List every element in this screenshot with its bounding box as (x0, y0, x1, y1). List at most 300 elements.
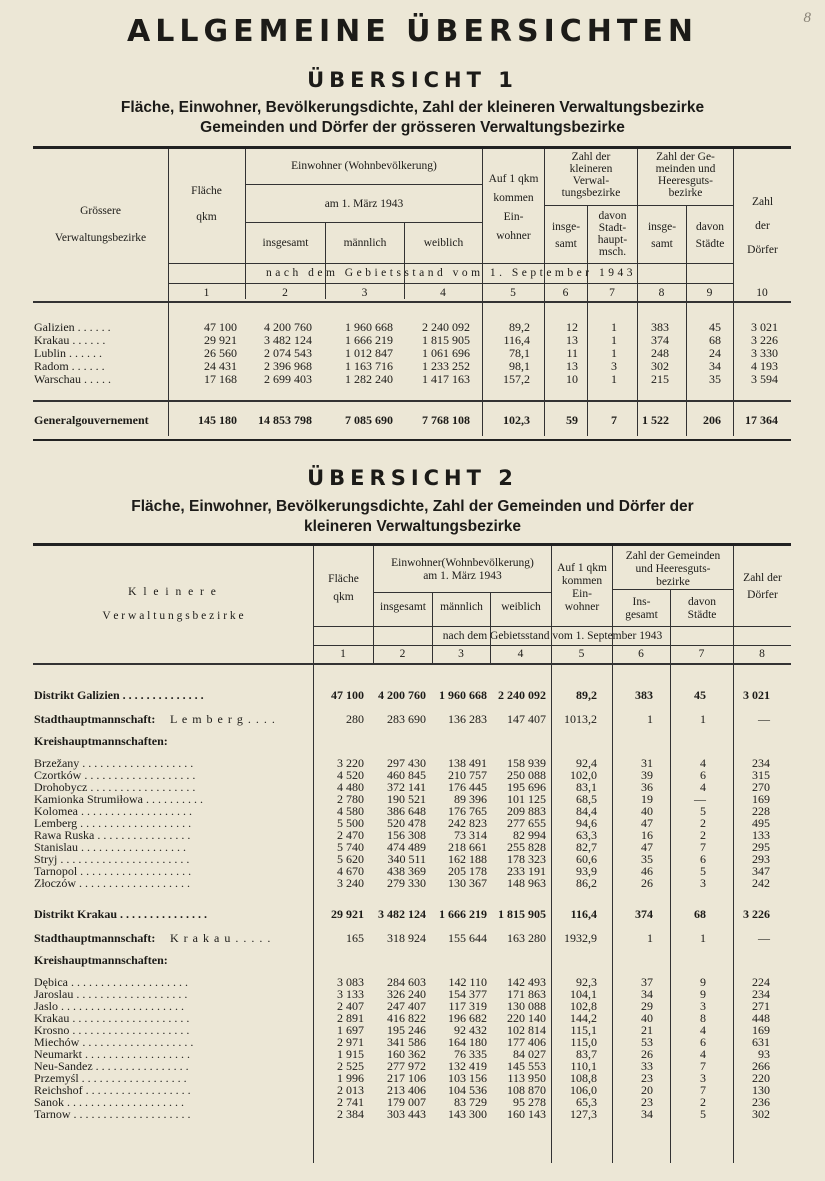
row-label: Stanislau . . . . . . . . . . . . . . . . . . (34, 840, 186, 854)
table-cell: 108 870 (507, 1083, 546, 1097)
table-cell: 210 757 (448, 768, 487, 782)
table-cell: 2 741 (337, 1095, 364, 1109)
table-cell: 13 (566, 359, 578, 373)
table-cell: 34 (641, 1107, 653, 1121)
table-cell: 1 061 696 (422, 346, 470, 360)
row-label: Krakau . . . . . . . . . . . . . . . . . . . . (34, 1011, 190, 1025)
table-cell: 283 690 (387, 712, 426, 726)
table-cell: 102,3 (503, 413, 530, 427)
table-cell: 84 027 (513, 1047, 546, 1061)
table-cell: 127,3 (570, 1107, 597, 1121)
table-cell: 3 (700, 1071, 706, 1085)
row-label: Reichshof . . . . . . . . . . . . . . . . . . (34, 1083, 191, 1097)
table-cell: 94,6 (576, 816, 597, 830)
table-cell: 3 330 (751, 346, 778, 360)
table-cell: 163 280 (507, 931, 546, 945)
table-cell: 132 419 (448, 1059, 487, 1073)
t1-colnum-2: 2 (282, 287, 288, 299)
table-cell: 143 300 (448, 1107, 487, 1121)
t2-h-female: weiblich (501, 601, 541, 613)
table-cell: 416 822 (387, 1011, 426, 1025)
table-cell: 5 (700, 864, 706, 878)
table-cell: 3 021 (751, 320, 778, 334)
t1-colnum-8: 8 (658, 287, 665, 299)
table-cell: 130 088 (507, 999, 546, 1013)
table-cell: 110,1 (570, 1059, 597, 1073)
table-cell: 217 106 (387, 1071, 426, 1085)
table-cell: 1 960 668 (345, 320, 393, 334)
table-cell: 220 (752, 1071, 770, 1085)
table-cell: 206 (703, 413, 721, 427)
t1-h-gem-total: insge- samt (647, 221, 677, 250)
row-label: Czortków . . . . . . . . . . . . . . . . . . . (34, 768, 196, 782)
table-cell: 1 (611, 346, 617, 360)
table-cell: 7 (700, 840, 706, 854)
table-cell: 297 430 (387, 756, 426, 770)
row-label: Krakau . . . . . . (34, 333, 106, 347)
table-cell: 9 (700, 987, 706, 1001)
table-cell: 29 921 (331, 907, 364, 921)
table-cell: 460 845 (387, 768, 426, 782)
t1-h-pop: Einwohner (Wohnbevölkerung) (291, 160, 437, 172)
row-label: Jaslo . . . . . . . . . . . . . . . . . . . . . (34, 999, 184, 1013)
t2-colnum-1: 1 (340, 648, 346, 660)
table-cell: 45 (709, 320, 721, 334)
table-cell: 3 083 (337, 975, 364, 989)
table-cell: 1 666 219 (439, 907, 487, 921)
table-cell: 130 367 (448, 876, 487, 890)
table-cell: 3 226 (743, 907, 770, 921)
table-cell: 190 521 (387, 792, 426, 806)
t1-colnum-9: 9 (706, 287, 713, 299)
table-cell: 40 (641, 804, 653, 818)
table-cell: 1 (611, 320, 617, 334)
row-label: Kreishauptmannschaften: (34, 734, 168, 748)
row-label: Tarnow . . . . . . . . . . . . . . . . . . . . (34, 1107, 191, 1121)
table-cell: 341 586 (387, 1035, 426, 1049)
table-cell: 68,5 (576, 792, 597, 806)
table-cell: 1 (700, 712, 706, 726)
table-cell: 374 (635, 907, 653, 921)
table-cell: 23 (641, 1071, 653, 1085)
row-label-place: K r a k a u . . . . . (170, 931, 272, 945)
table-cell: 4 200 760 (264, 320, 312, 334)
table-cell: 1 (647, 712, 653, 726)
table-cell: 169 (752, 1023, 770, 1037)
table-cell: 47 100 (204, 320, 237, 334)
table-cell: 84,4 (576, 804, 597, 818)
table-cell: 1 (611, 333, 617, 347)
table-cell: 116,4 (503, 333, 530, 347)
t1-h-date: am 1. März 1943 (324, 198, 404, 210)
row-label: Distrikt Krakau . . . . . . . . . . . . . . . (34, 907, 208, 921)
table-cell: 374 (651, 333, 669, 347)
table-cell: 89,2 (509, 320, 530, 334)
table-cell: 218 661 (448, 840, 487, 854)
table-cell: 53 (641, 1035, 653, 1049)
row-label: Neumarkt . . . . . . . . . . . . . . . . . . (34, 1047, 190, 1061)
table-cell: 37 (641, 975, 653, 989)
table-cell: 302 (752, 1107, 770, 1121)
table-cell: 147 407 (507, 712, 546, 726)
table-cell: 438 369 (387, 864, 426, 878)
table-cell: 10 (566, 372, 578, 386)
table-cell: 295 (752, 840, 770, 854)
table-cell: 104 536 (448, 1083, 487, 1097)
table-cell: 2 407 (337, 999, 364, 1013)
table-cell: 7 (700, 1083, 706, 1097)
table-cell: 92,4 (576, 756, 597, 770)
table-cell: 5 740 (337, 840, 364, 854)
t2-h-area: Fläche qkm (328, 573, 359, 603)
table-cell: 248 (651, 346, 669, 360)
row-label: Sanok . . . . . . . . . . . . . . . . . . . . (34, 1095, 184, 1109)
table-cell: 24 (709, 346, 721, 360)
table-cell: 277 655 (507, 816, 546, 830)
table-cell: 83 729 (454, 1095, 487, 1109)
row-label: Miechów . . . . . . . . . . . . . . . . . . . (34, 1035, 194, 1049)
table-cell: 78,1 (509, 346, 530, 360)
table-cell: 83,7 (576, 1047, 597, 1061)
table-cell: 86,2 (576, 876, 597, 890)
table-cell: 209 883 (507, 804, 546, 818)
table-cell: 101 125 (507, 792, 546, 806)
table-cell: 156 308 (387, 828, 426, 842)
table-cell: 1 915 (337, 1047, 364, 1061)
t2-colnum-3: 3 (458, 648, 464, 660)
table-cell: 73 314 (454, 828, 487, 842)
row-label: Rawa Ruska . . . . . . . . . . . . . . . . (34, 828, 191, 842)
table-cell: 383 (635, 688, 653, 702)
table2-subtitle-line2: kleineren Verwaltungsbezirke (303, 518, 522, 535)
table2-title: ÜBERSICHT 2 (307, 466, 518, 490)
row-label-place: L e m b e r g . . . . (170, 712, 276, 726)
table-cell: 155 644 (448, 931, 487, 945)
table-cell: 20 (641, 1083, 653, 1097)
table-cell: 347 (752, 864, 770, 878)
table-cell: 1 (647, 931, 653, 945)
table-cell: 17 168 (204, 372, 237, 386)
t1-h-region-1: Grössere (80, 205, 121, 217)
table-cell: 178 323 (507, 852, 546, 866)
table-cell: 236 (752, 1095, 770, 1109)
table-cell: 154 377 (448, 987, 487, 1001)
table-cell: 35 (709, 372, 721, 386)
table-cell: 76 335 (454, 1047, 487, 1061)
table-cell: 2 971 (337, 1035, 364, 1049)
table-cell: 386 648 (387, 804, 426, 818)
t1-h-villages: Zahl der Dörfer (747, 196, 778, 256)
table-cell: 35 (641, 852, 653, 866)
table-cell: 142 110 (448, 975, 487, 989)
table-cell: 4 (700, 1047, 706, 1061)
table-cell: 116,4 (570, 907, 597, 921)
table-cell: 34 (641, 987, 653, 1001)
t2-h-region-2: V e r w a l t u n g s b e z i r k e (102, 610, 244, 622)
table-cell: 5 (700, 1107, 706, 1121)
table-cell: 293 (752, 852, 770, 866)
row-label: Warschau . . . . . (34, 372, 112, 386)
table-cell: 195 696 (507, 780, 546, 794)
t2-h-gem-city: davon Städte (687, 596, 717, 621)
table-cell: 21 (641, 1023, 653, 1037)
table-cell: 271 (752, 999, 770, 1013)
t2-h-villages: Zahl der Dörfer (743, 572, 782, 601)
t2-colnum-7: 7 (698, 648, 705, 660)
table-cell: 303 443 (387, 1107, 426, 1121)
t1-h-male: männlich (343, 237, 387, 249)
table-cell: 102,0 (570, 768, 597, 782)
t2-h-region-1: K l e i n e r e (128, 586, 218, 598)
table-cell: 1 163 716 (345, 359, 393, 373)
row-label: Przemyśl . . . . . . . . . . . . . . . . . . (34, 1071, 187, 1085)
t2-colnum-4: 4 (517, 648, 524, 660)
table-cell: 160 143 (507, 1107, 546, 1121)
t1-h-kreis: Zahl der kleineren Verwal- tungsbezirke (561, 151, 621, 199)
row-label: Krosno . . . . . . . . . . . . . . . . . . . . (34, 1023, 190, 1037)
row-label: Drohobycz . . . . . . . . . . . . . . . . . . (34, 780, 196, 794)
table-cell: 4 520 (337, 768, 364, 782)
table-cell: 145 553 (507, 1059, 546, 1073)
table-cell: 162 188 (448, 852, 487, 866)
table-cell: 195 246 (387, 1023, 426, 1037)
page-number: 8 (803, 10, 811, 26)
table-cell: 6 (700, 768, 706, 782)
row-label: Generalgouvernement (34, 413, 149, 427)
table-cell: 2 (700, 1095, 706, 1109)
table-cell: 1 (611, 372, 617, 386)
table-cell: 277 972 (387, 1059, 426, 1073)
table-cell: 3 021 (743, 688, 770, 702)
t2-colnum-2: 2 (399, 648, 406, 660)
table-cell: 47 (641, 816, 653, 830)
table-cell: 34 (709, 359, 721, 373)
row-label: Kamionka Strumiłowa . . . . . . . . . . (34, 792, 203, 806)
table-cell: 26 (641, 1047, 653, 1061)
table-cell: 3 482 124 (264, 333, 312, 347)
t1-colnum-4: 4 (440, 287, 446, 299)
row-label: Stadthauptmannschaft: (34, 931, 156, 945)
table-cell: 2 (700, 816, 706, 830)
table-cell: 3 (700, 999, 706, 1013)
table-cell: 26 560 (204, 346, 237, 360)
row-label: Tarnopol . . . . . . . . . . . . . . . . . . . (34, 864, 192, 878)
table-cell: 17 364 (745, 413, 778, 427)
table-cell: 11 (566, 346, 578, 360)
table-cell: 215 (651, 372, 669, 386)
t2-h-total: insgesamt (380, 601, 426, 613)
t2-h-male: männlich (440, 601, 483, 613)
table-cell: 104,1 (570, 987, 597, 1001)
table-cell: 2 240 092 (498, 688, 546, 702)
row-label: Brzežany . . . . . . . . . . . . . . . . . . . (34, 756, 194, 770)
table-cell: 93 (758, 1047, 770, 1061)
table-cell: 250 088 (507, 768, 546, 782)
table1-subtitle-line1: Fläche, Einwohner, Bevölkerungsdichte, Zahl der kleineren Verwaltungsbezirke (120, 99, 705, 116)
t1-colnum-1: 1 (203, 287, 210, 299)
table-cell: 7 (611, 413, 617, 427)
table-cell: 2 396 968 (264, 359, 312, 373)
table-cell: 270 (752, 780, 770, 794)
row-label: Neu-Sandez . . . . . . . . . . . . . . . . (34, 1059, 189, 1073)
table-cell: 6 (700, 1035, 706, 1049)
table-cell: 3 220 (337, 756, 364, 770)
table-cell: 3 482 124 (378, 907, 426, 921)
table-cell: 3 240 (337, 876, 364, 890)
table-cell: 4 200 760 (378, 688, 426, 702)
table-cell: 4 (700, 1023, 706, 1037)
table-cell: 4 670 (337, 864, 364, 878)
t2-colnum-6: 6 (638, 648, 644, 660)
table-cell: 318 924 (387, 931, 426, 945)
table-cell: 228 (752, 804, 770, 818)
t1-h-density: Auf 1 qkm kommen Ein- wohner (488, 173, 539, 242)
table-cell: 2 384 (337, 1107, 364, 1121)
main-title: ALLGEMEINE ÜBERSICHTEN (127, 14, 698, 49)
table-cell: 3 133 (337, 987, 364, 1001)
table-cell: 9 (700, 975, 706, 989)
table-cell: 138 491 (448, 756, 487, 770)
table-cell: 113 950 (507, 1071, 546, 1085)
table-cell: 36 (641, 780, 653, 794)
table-cell: 102,8 (570, 999, 597, 1013)
table-cell: 1932,9 (564, 931, 597, 945)
table1-subtitle-line2: Gemeinden und Dörfer der grösseren Verwaltungsbezirke (200, 119, 625, 136)
t1-h-region-2: Verwaltungsbezirke (54, 232, 147, 244)
table-cell: 148 963 (507, 876, 546, 890)
table-cell: — (758, 931, 770, 945)
table-cell: — (758, 712, 770, 726)
table-cell: 448 (752, 1011, 770, 1025)
table-cell: 2 240 092 (422, 320, 470, 334)
table-cell: 13 (566, 333, 578, 347)
table-cell: 302 (651, 359, 669, 373)
table-cell: 14 853 798 (258, 413, 312, 427)
t1-colnum-3: 3 (361, 287, 368, 299)
table-cell: 5 (700, 804, 706, 818)
table-cell: 5 620 (337, 852, 364, 866)
t2-h-density: Auf 1 qkm kommen Ein- wohner (557, 562, 607, 613)
table-cell: 2 780 (337, 792, 364, 806)
row-label: Lublin . . . . . . (34, 346, 102, 360)
table-cell: 1 417 163 (422, 372, 470, 386)
row-label: Złoczów . . . . . . . . . . . . . . . . . . . (34, 876, 190, 890)
table-cell: 12 (566, 320, 578, 334)
table-cell: 220 140 (507, 1011, 546, 1025)
table-cell: 83,1 (576, 780, 597, 794)
t1-h-kreis-city: davon Stadt- haupt- msch. (597, 210, 628, 258)
table-cell: 177 406 (507, 1035, 546, 1049)
t1-h-gem-city: davon Städte (695, 221, 725, 250)
table-cell: 4 480 (337, 780, 364, 794)
table-cell: 1 282 240 (345, 372, 393, 386)
t2-h-pop: Einwohner(Wohnbevölkerung) am 1. März 1943 (391, 557, 534, 582)
table-cell: 279 330 (387, 876, 426, 890)
table-cell: 157,2 (503, 372, 530, 386)
row-label: Stryj . . . . . . . . . . . . . . . . . . . . . . (34, 852, 190, 866)
table-cell: 103 156 (448, 1071, 487, 1085)
table-cell: 2 525 (337, 1059, 364, 1073)
table-cell: 255 828 (507, 840, 546, 854)
table-cell: 29 921 (204, 333, 237, 347)
table-cell: 33 (641, 1059, 653, 1073)
table-cell: 284 603 (387, 975, 426, 989)
table-cell: 3 594 (751, 372, 778, 386)
row-label: Lemberg . . . . . . . . . . . . . . . . . . . (34, 816, 192, 830)
table-cell: 7 768 108 (422, 413, 470, 427)
table2-subtitle-line1: Fläche, Einwohner, Bevölkerungsdichte, Zahl der Gemeinden und Dörfer der (131, 498, 694, 515)
table-cell: 7 085 690 (345, 413, 393, 427)
table-cell: 340 511 (387, 852, 426, 866)
table-cell: 2 470 (337, 828, 364, 842)
table-cell: 2 074 543 (264, 346, 312, 360)
table-cell: 233 191 (507, 864, 546, 878)
table-cell: 495 (752, 816, 770, 830)
table-cell: 213 406 (387, 1083, 426, 1097)
t1-colnum-7: 7 (609, 287, 615, 299)
table-cell: 1 960 668 (439, 688, 487, 702)
t1-colnum-6: 6 (562, 287, 569, 299)
table-cell: 46 (641, 864, 653, 878)
table-cell: 7 (700, 1059, 706, 1073)
table-cell: 196 682 (448, 1011, 487, 1025)
table-cell: 144,2 (570, 1011, 597, 1025)
t1-h-status: nach dem Gebietsstand vom 1. September 1943 (266, 267, 636, 279)
table-cell: 16 (641, 828, 653, 842)
t2-h-gem: Zahl der Gemeinden und Heeresguts- bezirke (625, 550, 721, 588)
table-cell: 1 (700, 931, 706, 945)
table-cell: 179 007 (387, 1095, 426, 1109)
t1-h-area-2: qkm (196, 211, 217, 223)
table-cell: 45 (694, 688, 706, 702)
table-cell: 266 (752, 1059, 770, 1073)
table-cell: 145 180 (198, 413, 237, 427)
table-cell: 2 013 (337, 1083, 364, 1097)
table-cell: 115,0 (570, 1035, 597, 1049)
t1-h-gem: Zahl der Ge- meinden und Heeresguts- bezirke (655, 151, 716, 199)
table-cell: 242 823 (448, 816, 487, 830)
table-cell: 4 580 (337, 804, 364, 818)
table-cell: 117 319 (448, 999, 487, 1013)
row-label: Stadthauptmannschaft: (34, 712, 156, 726)
row-label: Radom . . . . . . (34, 359, 105, 373)
t1-h-area-1: Fläche (191, 185, 222, 197)
table-cell: 8 (700, 1011, 706, 1025)
table-cell: 3 (700, 876, 706, 890)
table-cell: 160 362 (387, 1047, 426, 1061)
table-cell: 4 (700, 756, 706, 770)
table-cell: 474 489 (387, 840, 426, 854)
table-cell: 1 012 847 (345, 346, 393, 360)
row-label: Jaroslau . . . . . . . . . . . . . . . . . . . (34, 987, 188, 1001)
table-cell: 115,1 (570, 1023, 597, 1037)
table-cell: 89,2 (576, 688, 597, 702)
table1-title: ÜBERSICHT 1 (307, 68, 518, 92)
table-cell: 47 (641, 840, 653, 854)
table-cell: 1 697 (337, 1023, 364, 1037)
table-cell: 3 (611, 359, 617, 373)
table-cell: 1 522 (642, 413, 669, 427)
t1-colnum-5: 5 (510, 287, 516, 299)
row-label: Distrikt Galizien . . . . . . . . . . . . . . (34, 688, 204, 702)
table-cell: 31 (641, 756, 653, 770)
table-cell: 82,7 (576, 840, 597, 854)
table-cell: 5 500 (337, 816, 364, 830)
t2-h-status: nach dem Gebietsstand vom 1. September 1943 (442, 630, 663, 642)
t2-colnum-5: 5 (578, 648, 585, 660)
table-cell: 142 493 (507, 975, 546, 989)
table-cell: 326 240 (387, 987, 426, 1001)
